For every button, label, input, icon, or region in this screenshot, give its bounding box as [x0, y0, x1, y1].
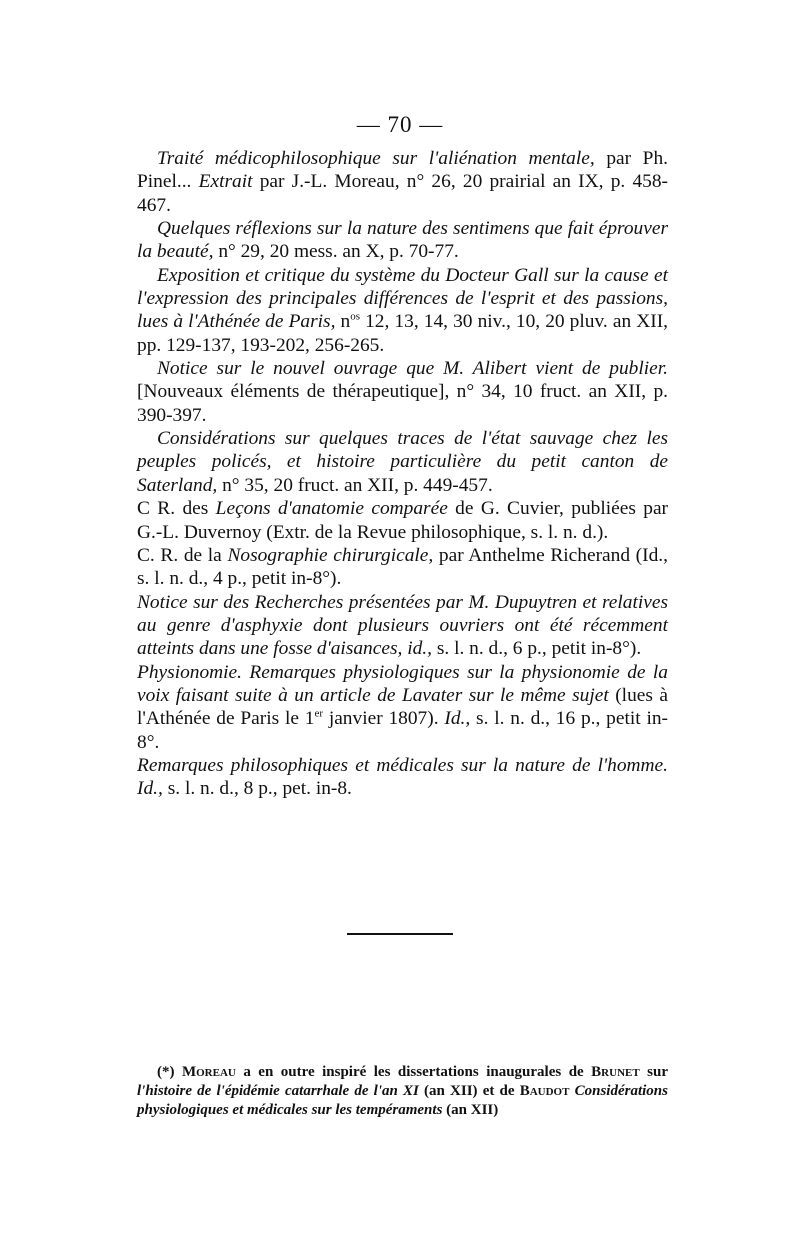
italic-text: Notice sur le nouvel ouvrage que M. Alibert vient de publier. [157, 358, 668, 380]
bibliography-entry [137, 357, 668, 427]
italic-text: Physionomie. Remarques physiologiques sur la physionomie de la voix faisant suite à un article de Lavater sur le même sujet [137, 661, 668, 706]
text-run: n° 29, 20 mess. an X, p. 70-77. [213, 241, 459, 263]
text-run: s. l. n. d., 16 p., petit in-8°. [137, 708, 668, 753]
text-run: C R. des [137, 498, 216, 520]
italic-text: Notice sur des Recherches présentées par M. Dupuytren et relatives au genre d'asphyxie dont plusieurs ouvriers ont été récemment atteints dans une fosse d'aisances, id., [137, 591, 668, 660]
text-run: sur [639, 1064, 668, 1080]
small-caps-name: Brunet [591, 1064, 640, 1080]
superscript: os [350, 310, 361, 323]
bibliography-entry [137, 147, 668, 217]
superscript: er [314, 707, 324, 720]
text-run: par Ph. Pinel... [137, 148, 668, 193]
bibliography-list [137, 147, 668, 801]
bibliography-entry [137, 497, 668, 544]
bibliography-entry [137, 591, 668, 661]
italic-text: l'histoire de l'épidémie catarrhale de l'an XI [137, 1083, 419, 1099]
text-run: (an XII) et de [418, 1083, 520, 1099]
bibliography-entry [137, 544, 668, 591]
text-run: par Anthelme Richerand (Id., s. l. n. d., 4 p., petit in-8°). [137, 544, 668, 590]
italic-text: Considérations sur quelques traces de l'état sauvage chez les peuples policés, et histoire particulière du petit canton de Saterland, [137, 428, 668, 496]
italic-text: Traité médicophilosophique sur l'aliénation mentale, [157, 148, 595, 169]
italic-text: Extrait [198, 171, 253, 193]
bibliography-entry [137, 661, 668, 754]
small-caps-name: Baudot [519, 1083, 570, 1099]
text-run: (an XII) [442, 1102, 499, 1118]
italic-text: Quelques réflexions sur la nature des sentimens que fait éprouver la beauté, [137, 218, 668, 263]
bibliography-entry [137, 264, 668, 357]
italic-text: Considérations physiologiques et médicales sur les tempéraments [137, 1083, 668, 1118]
text-run: janvier 1807). [323, 708, 445, 730]
text-run: (*) [157, 1064, 182, 1080]
section-divider [347, 933, 453, 935]
page-number: — 70 — [356, 112, 444, 137]
text-run: de G. Cuvier, publiées par G.-L. Duvernoy (Extr. de la Revue philosophique, s. l. n. d.). [137, 498, 669, 543]
text-run: 12, 13, 14, 30 niv., 10, 20 pluv. an XII, pp. 129-137, 193-202, 256-265. [137, 311, 668, 356]
small-caps-name: Moreau [181, 1064, 236, 1080]
footnote [137, 1063, 668, 1120]
text-run: [Nouveaux éléments de thérapeutique], n° 34, 10 fruct. an XII, p. 390-397. [137, 381, 668, 426]
text-run: a en outre inspiré les dissertations inaugurales de [235, 1064, 592, 1080]
bibliography-entry [137, 427, 668, 497]
text-run: n° 35, 20 fruct. an XII, p. 449-457. [217, 474, 493, 496]
bibliography-entry [137, 754, 668, 801]
italic-text: Id., [444, 708, 471, 730]
bibliography-entry [137, 217, 668, 264]
italic-text: Exposition et critique du système du Docteur Gall sur la cause et l'expression des principales différences de l'esprit et des passions, lues à l'Athénée de Paris, [137, 264, 668, 333]
footnote-text [137, 1063, 668, 1120]
text-run: par J.-L. Moreau, n° 26, 20 prairial an IX, p. 458-467. [137, 171, 668, 216]
italic-text: Remarques philosophiques et médicales sur la nature de l'homme. Id., [137, 754, 668, 800]
text-run: n [335, 311, 351, 333]
italic-text: Leçons d'anatomie comparée [215, 498, 448, 520]
text-run: s. l. n. d., 8 p., pet. in-8. [162, 778, 352, 800]
text-run: (lues à l'Athénée de Paris le 1 [137, 684, 668, 730]
text-run: C. R. de la [137, 544, 228, 566]
italic-text: Nosographie chirurgicale, [227, 544, 434, 566]
text-run: s. l. n. d., 6 p., petit in-8°). [432, 638, 642, 660]
